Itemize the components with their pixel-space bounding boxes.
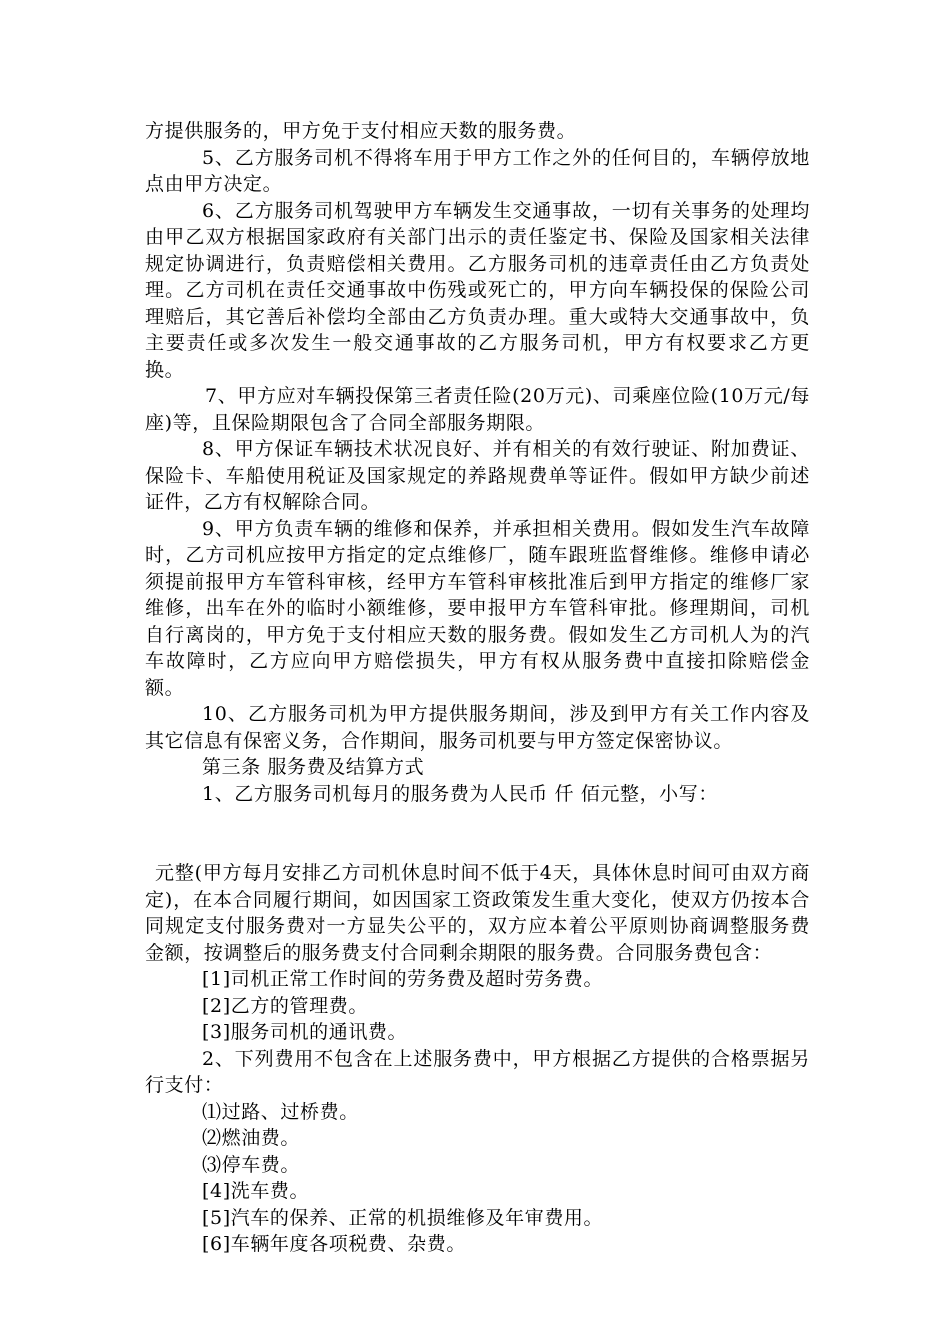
extra-item: [5]汽车的保养、正常的机损维修及年审费用。 (202, 1206, 604, 1229)
article-3-title: 第三条 服务费及结算方式 (202, 756, 425, 778)
fee-clause-2: 2、下列费用不包含在上述服务费中，甲方根据乙方提供的合格票据另行支付： (145, 1047, 810, 1096)
extra-item: ⑶停车费。 (202, 1153, 301, 1176)
contract-page (145, 118, 810, 1258)
extra-item: ⑵燃油费。 (202, 1127, 301, 1149)
fee-item: [2]乙方的管理费。 (202, 994, 368, 1017)
fee-clause-1-continued: 元整(甲方每月安排乙方司机休息时间不低于4天，具体休息时间可由双方商定)，在本合同履行期间，如因国家工资政策发生重大变化，使双方仍按本合同规定支付服务费对一方显失公平的，双方应本着公平原则协商调整服务费金额，按调整后的服务费支付合同剩余期限的服务费。合同服务费包含： (145, 862, 810, 964)
fee-clause-1: 1、乙方服务司机每月的服务费为人民币 仟 佰元整，小写： (202, 782, 718, 805)
blank-gap (145, 807, 810, 860)
paragraph-clause-10: 10、乙方服务司机为甲方提供服务期间，涉及到甲方有关工作内容及其它信息有保密义务，合作期间，服务司机要与甲方签定保密协议。 (145, 703, 810, 752)
paragraph-clause-8: 8、甲方保证车辆技术状况良好、并有相关的有效行驶证、附加费证、保险卡、车船使用税证及国家规定的养路规费单等证件。假如甲方缺少前述证件，乙方有权解除合同。 (145, 438, 810, 513)
paragraph-clause-9: 9、甲方负责车辆的维修和保养，并承担相关费用。假如发生汽车故障时，乙方司机应按甲方指定的定点维修厂，随车跟班监督维修。维修申请必须提前报甲方车管科审核，经甲方车管科审核批准后到甲方指定的维修厂家维修，出车在外的临时小额维修，要申报甲方车管科审批。修理期间，司机自行离岗的，甲方免于支付相应天数的服务费。假如发生乙方司机人为的汽车故障时，乙方应向甲方赔偿损失，甲方有权从服务费中直接扣除赔偿金额。 (145, 517, 810, 699)
paragraph-clause-6: 6、乙方服务司机驾驶甲方车辆发生交通事故，一切有关事务的处理均由甲乙双方根据国家政府有关部门出示的责任鉴定书、保险及国家相关法律规定协调进行，负责赔偿相关费用。乙方服务司机的违章责任由乙方负责处理。乙方司机在责任交通事故中伤残或死亡的，甲方向车辆投保的保险公司理赔后，其它善后补偿均全部由乙方负责办理。重大或特大交通事故中，负主要责任或多次发生一般交通事故的乙方服务司机，甲方有权要求乙方更换。 (145, 199, 810, 381)
paragraph-continuation: 方提供服务的，甲方免于支付相应天数的服务费。 (145, 120, 577, 142)
extra-item: [6]车辆年度各项税费、杂费。 (202, 1233, 466, 1255)
fee-item: [1]司机正常工作时间的劳务费及超时劳务费。 (202, 968, 604, 990)
extra-item: [4]洗车费。 (202, 1180, 310, 1202)
paragraph-clause-5: 5、乙方服务司机不得将车用于甲方工作之外的任何目的，车辆停放地点由甲方决定。 (145, 146, 810, 195)
extra-item: ⑴过路、过桥费。 (202, 1100, 359, 1123)
paragraph-clause-7: 7、甲方应对车辆投保第三者责任险(20万元)、司乘座位险(10万元/每座)等，且保险期限包含了合同全部服务期限。 (145, 385, 810, 434)
fee-item: [3]服务司机的通讯费。 (202, 1021, 408, 1043)
